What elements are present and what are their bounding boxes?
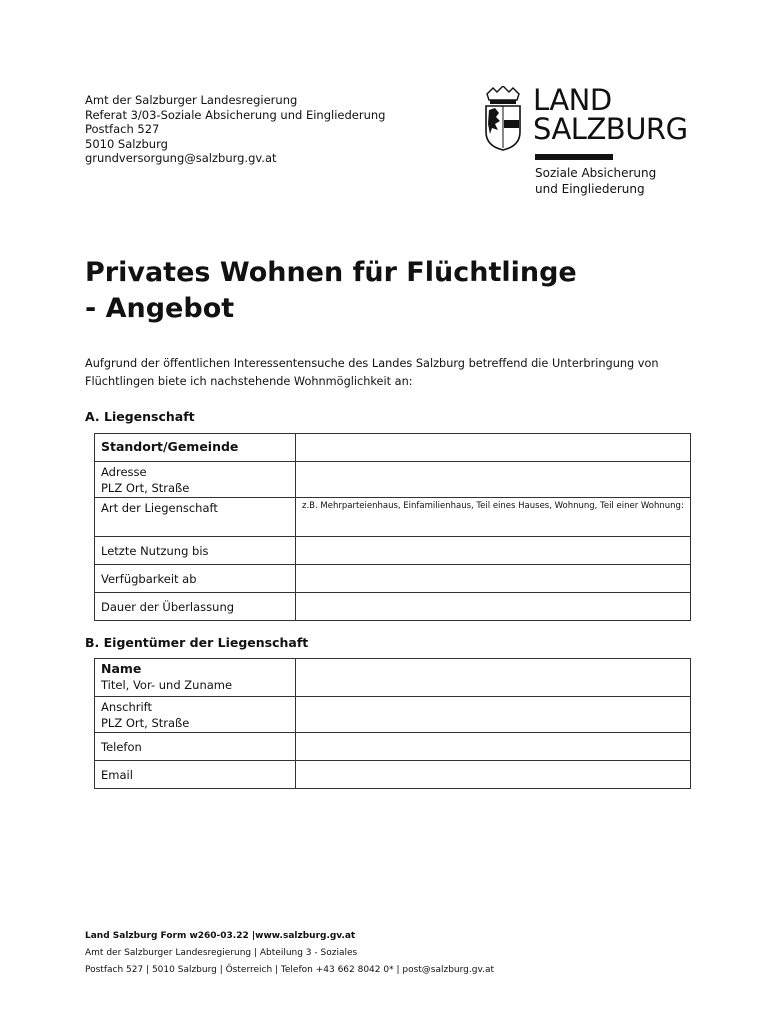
telefon-label: Telefon (95, 733, 296, 761)
name-label: Name Titel, Vor- und Zuname (95, 659, 296, 697)
anschrift-label: Anschrift PLZ Ort, Straße (95, 697, 296, 733)
standort-field[interactable] (296, 434, 691, 462)
dauer-field[interactable] (296, 593, 691, 621)
page-footer (85, 928, 494, 979)
table-row (95, 498, 691, 537)
art-label: Art der Liegenschaft (95, 498, 296, 537)
footer-line: Amt der Salzburger Landesregierung | Abteilung 3 - Soziales (85, 948, 358, 958)
table-row (95, 537, 691, 565)
property-table (94, 433, 691, 621)
nutzung-label: Letzte Nutzung bis (95, 537, 296, 565)
department-line: Soziale Absicherung (535, 166, 657, 180)
sender-email: grundversorgung@salzburg.gv.at (85, 151, 277, 165)
page-title (85, 255, 577, 327)
anschrift-field[interactable] (296, 697, 691, 733)
footer-form-id: Land Salzburg Form w260-03.22 |www.salzburg.gv.at (85, 931, 356, 941)
table-row (95, 434, 691, 462)
nutzung-field[interactable] (296, 537, 691, 565)
title-line: - Angebot (85, 293, 235, 324)
coat-of-arms-icon (483, 86, 523, 152)
verfuegbar-label: Verfügbarkeit ab (95, 565, 296, 593)
intro-text: Aufgrund der öffentlichen Interessentensuche des Landes Salzburg betreffend die Unterbringung von Flüchtlingen biete ich nachstehende Wohnmöglichkeit an: (85, 357, 659, 388)
logo-bar (535, 154, 613, 160)
department-line: und Eingliederung (535, 182, 645, 196)
table-row (95, 565, 691, 593)
section-a-heading: A. Liegenschaft (85, 409, 195, 424)
footer-line: Postfach 527 | 5010 Salzburg | Österreich | Telefon +43 662 8042 0* | post@salzburg.gv.at (85, 965, 494, 975)
sender-address (85, 93, 385, 166)
table-row (95, 659, 691, 697)
land-salzburg-logo (483, 83, 713, 201)
dauer-label: Dauer der Überlassung (95, 593, 296, 621)
table-row (95, 462, 691, 498)
standort-label: Standort/Gemeinde (95, 434, 296, 462)
owner-table (94, 658, 691, 789)
telefon-field[interactable] (296, 733, 691, 761)
table-row (95, 733, 691, 761)
name-field[interactable] (296, 659, 691, 697)
adresse-label: Adresse PLZ Ort, Straße (95, 462, 296, 498)
sender-line: 5010 Salzburg (85, 136, 168, 151)
section-b-heading: B. Eigentümer der Liegenschaft (85, 635, 309, 650)
verfuegbar-field[interactable] (296, 565, 691, 593)
logo-line-salzburg: SALZBURG (533, 112, 688, 146)
logo-line-land: LAND (533, 83, 612, 117)
sender-line: Referat 3/03-Soziale Absicherung und Eingliederung (85, 107, 386, 122)
title-line: Privates Wohnen für Flüchtlinge (85, 257, 577, 288)
table-row (95, 697, 691, 733)
art-field[interactable]: z.B. Mehrparteienhaus, Einfamilienhaus, Teil eines Hauses, Wohnung, Teil einer Wohnung: (296, 498, 691, 537)
sender-line: Postfach 527 (85, 122, 160, 136)
sender-line: Amt der Salzburger Landesregierung (85, 93, 298, 107)
adresse-field[interactable] (296, 462, 691, 498)
table-row (95, 761, 691, 789)
email-field[interactable] (296, 761, 691, 789)
email-label: Email (95, 761, 296, 789)
table-row (95, 593, 691, 621)
